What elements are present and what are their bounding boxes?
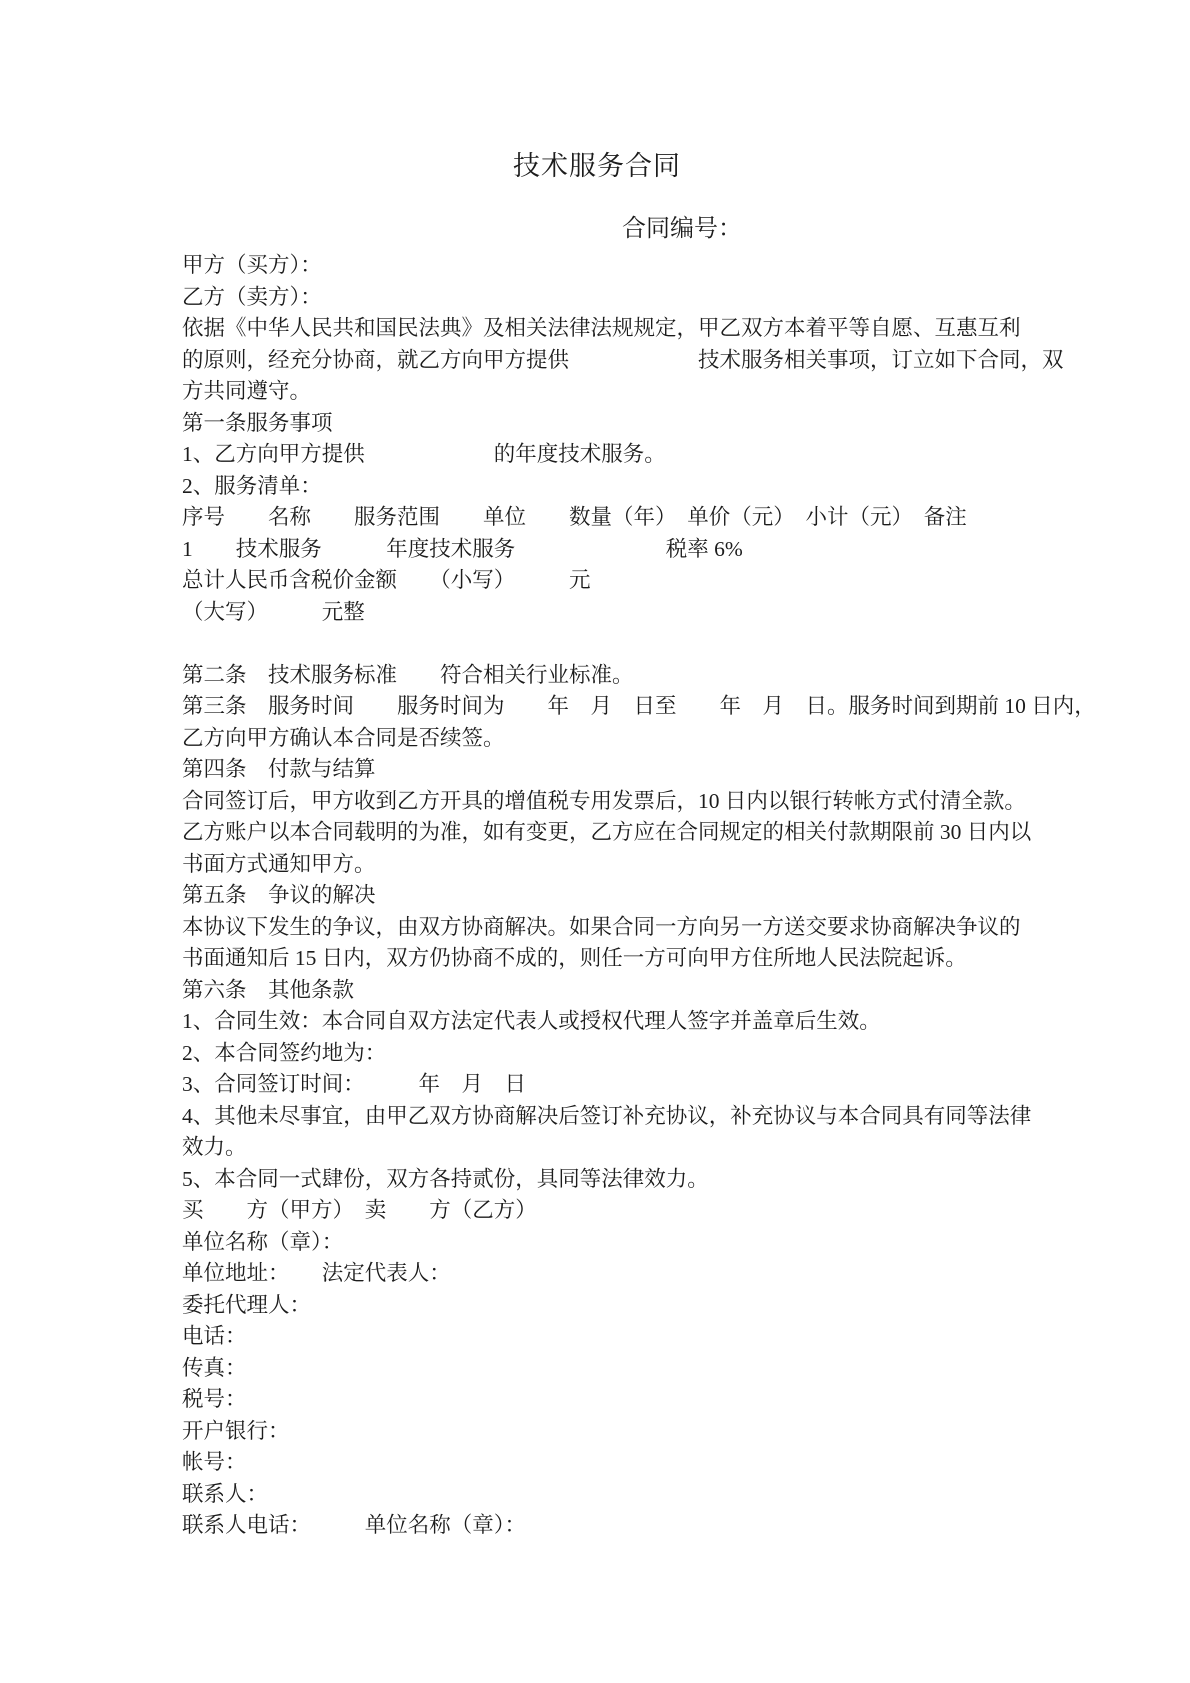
contract-line: 乙方向甲方确认本合同是否续签。 <box>182 725 505 750</box>
contract-line: 第二条 技术服务标准 符合相关行业标准。 <box>182 662 634 687</box>
contract-line: （大写） 元整 <box>182 599 365 624</box>
contract-line: 税号： <box>182 1387 247 1411</box>
contract-line: 联系人： <box>182 1481 269 1506</box>
contract-line: 单位地址： 法定代表人： <box>182 1261 451 1285</box>
contract-line: 1、乙方向甲方提供 的年度技术服务。 <box>182 442 666 466</box>
contract-line: 4、其他未尽事宜，由甲乙双方协商解决后签订补充协议，补充协议与本合同具有同等法律 <box>182 1103 1032 1128</box>
contract-line: 买 方（甲方） 卖 方（乙方） <box>182 1198 537 1222</box>
contract-line: 总计人民币含税价金额 （小写） 元 <box>182 568 591 592</box>
contract-line: 的原则，经充分协商，就乙方向甲方提供 技术服务相关事项，订立如下合同，双 <box>182 347 1064 372</box>
contract-line: 单位名称（章）： <box>182 1229 344 1254</box>
contract-line: 第六条 其他条款 <box>182 977 355 1002</box>
contract-line: 2、本合同签约地为： <box>182 1040 387 1065</box>
contract-table-row-line: 1 技术服务 年度技术服务 税率 6% <box>182 536 743 561</box>
contract-line: 联系人电话： 单位名称（章）： <box>182 1513 527 1537</box>
contract-line: 2、服务清单： <box>182 473 322 498</box>
contract-line: 第一条服务事项 <box>182 410 333 435</box>
contract-line: 电话： <box>182 1324 247 1348</box>
document-body <box>182 250 1102 1542</box>
blank-line <box>182 628 1102 660</box>
contract-line: 乙方（卖方）： <box>182 284 322 309</box>
contract-line: 帐号： <box>182 1450 247 1474</box>
contract-line: 甲方（买方）： <box>182 253 322 277</box>
contract-line: 3、合同签订时间： 年 月 日 <box>182 1072 527 1096</box>
contract-line: 书面通知后 15 日内，双方仍协商不成的，则任一方可向甲方住所地人民法院起诉。 <box>182 946 967 970</box>
contract-line: 开户银行： <box>182 1418 290 1443</box>
contract-line: 乙方账户以本合同载明的为准，如有变更，乙方应在合同规定的相关付款期限前 30 日内以 <box>182 820 1032 844</box>
contract-line: 1、合同生效：本合同自双方法定代表人或授权代理人签字并盖章后生效。 <box>182 1009 881 1033</box>
contract-line: 合同签订后，甲方收到乙方开具的增值税专用发票后，10 日内以银行转帐方式付清全款。 <box>182 788 1026 813</box>
contract-line: 书面方式通知甲方。 <box>182 851 376 876</box>
document-title: 技术服务合同 <box>513 151 681 181</box>
contract-number-line: 合同编号： <box>622 216 742 242</box>
contract-table-header-line: 序号 名称 服务范围 单位 数量（年） 单价（元） 小计（元） 备注 <box>182 505 967 529</box>
contract-line: 5、本合同一式肆份，双方各持贰份，具同等法律效力。 <box>182 1166 709 1191</box>
contract-line: 传真： <box>182 1355 247 1380</box>
contract-line: 效力。 <box>182 1135 247 1159</box>
contract-line: 本协议下发生的争议，由双方协商解决。如果合同一方向另一方送交要求协商解决争议的 <box>182 914 1021 939</box>
contract-line: 方共同遵守。 <box>182 379 312 403</box>
contract-line: 第四条 付款与结算 <box>182 757 376 781</box>
contract-line: 委托代理人： <box>182 1292 312 1317</box>
contract-line: 依据《中华人民共和国民法典》及相关法律法规规定，甲乙双方本着平等自愿、互惠互利 <box>182 316 1021 340</box>
contract-line: 第五条 争议的解决 <box>182 883 376 907</box>
contract-line: 第三条 服务时间 服务时间为 年 月 日至 年 月 日。服务时间到期前 10 日内， <box>182 694 1096 718</box>
document-content <box>182 148 1102 1542</box>
